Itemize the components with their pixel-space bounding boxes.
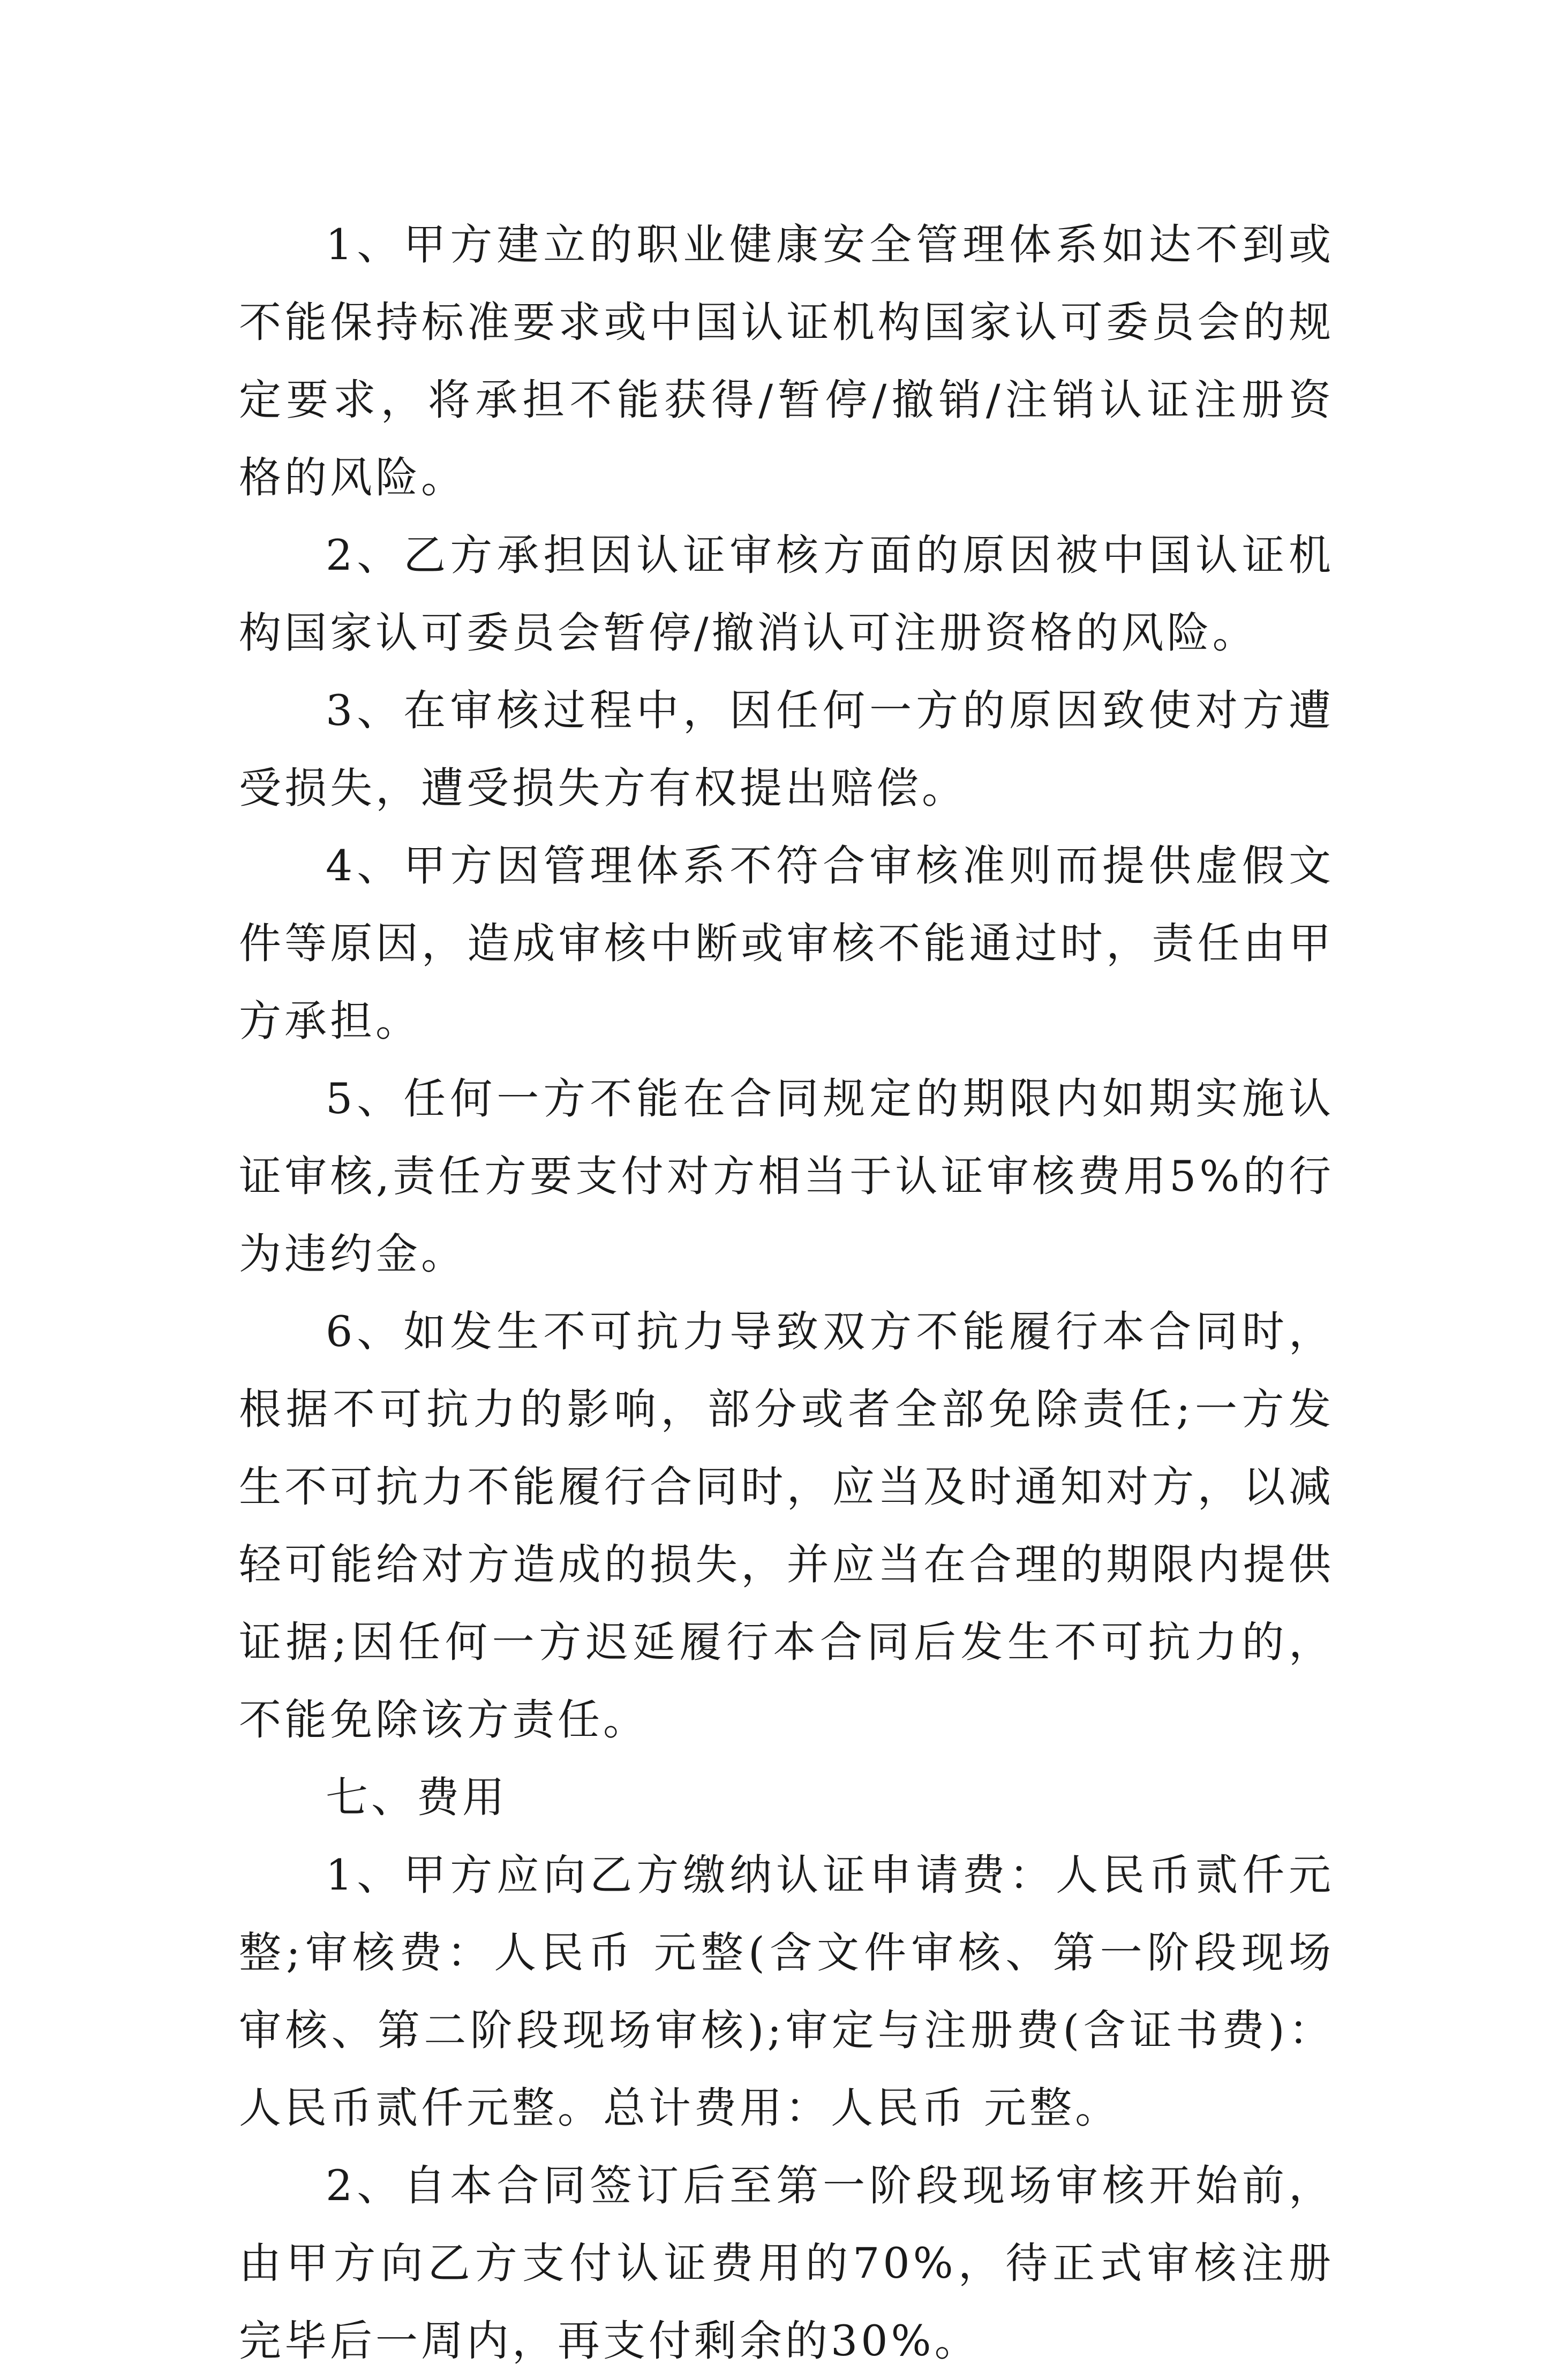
clause-5-paragraph: 5、任何一方不能在合同规定的期限内如期实施认证审核,责任方要支付对方相当于认证审核费用5%的行为违约金。 (239, 1074, 1334, 1279)
section-heading-fees: 七、费用 (326, 1773, 508, 1822)
clause-4-paragraph: 4、甲方因管理体系不符合审核准则而提供虚假文件等原因，造成审核中断或审核不能通过时，责任由甲方承担。 (239, 841, 1334, 1046)
clause-6-paragraph: 6、如发生不可抗力导致双方不能履行本合同时，根据不可抗力的影响，部分或者全部免除责任;一方发生不可抗力不能履行合同时，应当及时通知对方，以减轻可能给对方造成的损失，并应当在合理的期限内提供证据;因任何一方迟延履行本合同后发生不可抗力的，不能免除该方责任。 (239, 1307, 1334, 1744)
clause-2-paragraph: 2、乙方承担因认证审核方面的原因被中国认证机构国家认可委员会暂停/撤消认可注册资格的风险。 (239, 531, 1334, 658)
fee-clause-1-paragraph: 1、甲方应向乙方缴纳认证申请费：人民币贰仟元整;审核费：人民币 元整(含文件审核、第一阶段现场审核、第二阶段现场审核);审定与注册费(含证书费)：人民币贰仟元整。总计费用：人民币 元整。 (239, 1850, 1334, 2133)
clause-1-paragraph: 1、甲方建立的职业健康安全管理体系如达不到或不能保持标准要求或中国认证机构国家认可委员会的规定要求，将承担不能获得/暂停/撤销/注销认证注册资格的风险。 (239, 220, 1334, 502)
clause-3-paragraph: 3、在审核过程中，因任何一方的原因致使对方遭受损失，遭受损失方有权提出赔偿。 (239, 686, 1334, 813)
document-body (239, 206, 1334, 2380)
fee-clause-2-paragraph: 2、自本合同签订后至第一阶段现场审核开始前，由甲方向乙方支付认证费用的70%，待正式审核注册完毕后一周内，再支付剩余的30%。 (239, 2161, 1334, 2366)
